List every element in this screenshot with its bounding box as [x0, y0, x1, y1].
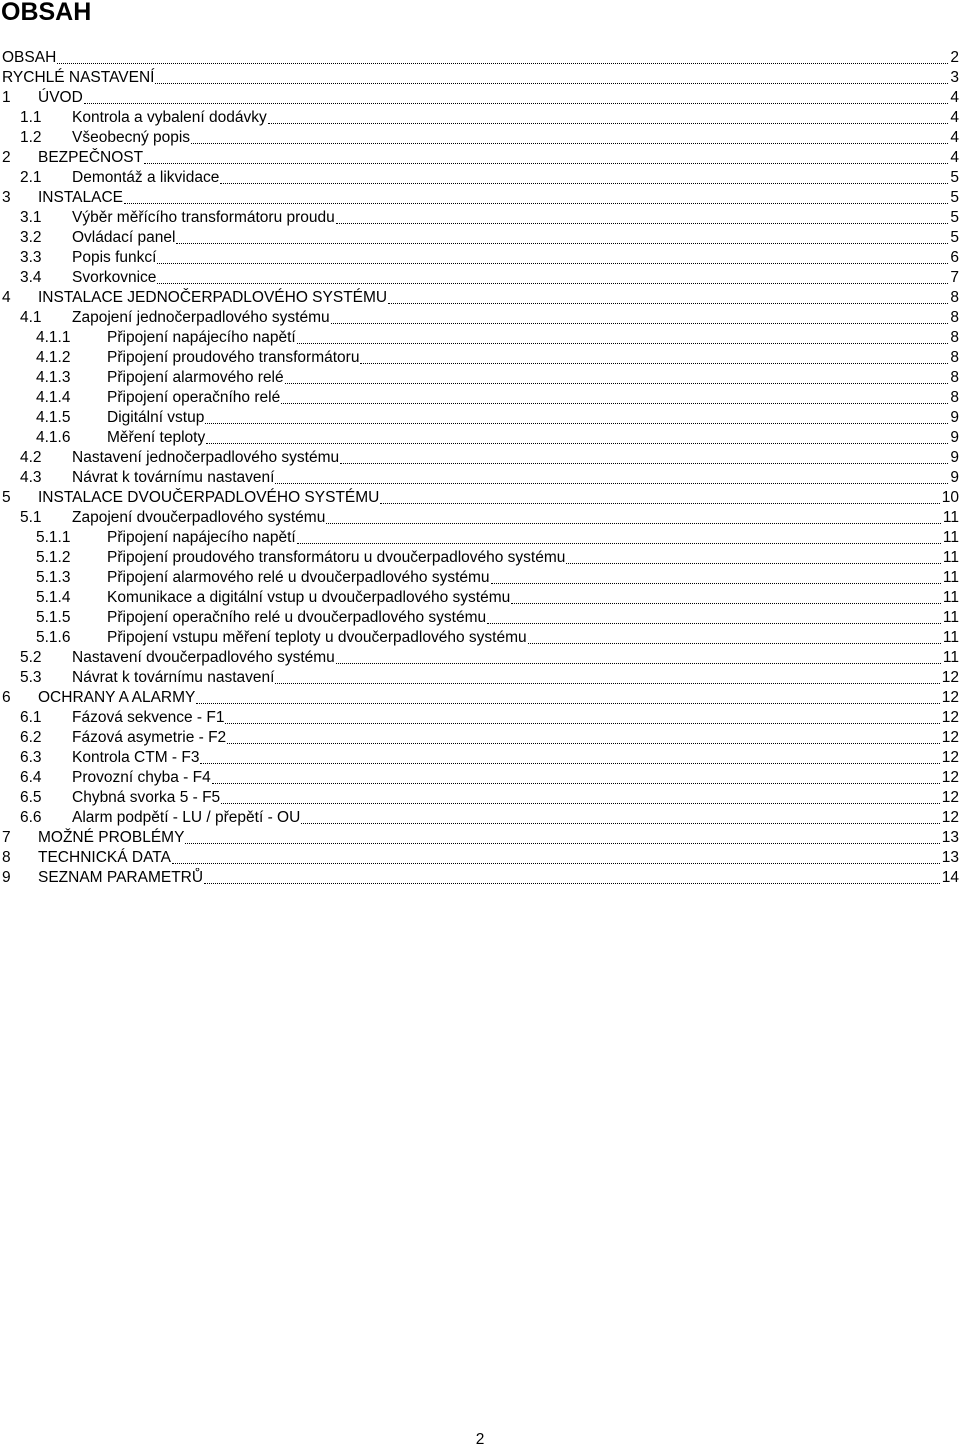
toc-dot-leader	[380, 503, 939, 504]
toc-entry-number: 5.1.5	[36, 609, 71, 626]
toc-entry-title: Všeobecný popis	[72, 129, 191, 146]
toc-entry[interactable]	[2, 668, 959, 688]
toc-entry-page: 12	[941, 769, 959, 786]
toc-entry-title: Komunikace a digitální vstup u dvoučerpadlového systému	[107, 589, 511, 606]
toc-entry-title: Nastavení jednočerpadlového systému	[72, 449, 340, 466]
toc-entry-page: 8	[950, 329, 959, 346]
toc-dot-leader	[566, 563, 941, 564]
toc-entry[interactable]	[2, 628, 959, 648]
toc-dot-leader	[57, 63, 948, 64]
toc-entry-page: 4	[950, 89, 959, 106]
toc-entry[interactable]	[2, 388, 959, 408]
toc-entry-page: 13	[941, 829, 959, 846]
toc-dot-leader	[528, 643, 941, 644]
toc-entry-title: Zapojení jednočerpadlového systému	[72, 309, 330, 326]
toc-entry-title: Měření teploty	[107, 429, 206, 446]
toc-dot-leader	[281, 403, 948, 404]
toc-dot-leader	[491, 583, 941, 584]
page-number: 2	[475, 1431, 485, 1448]
toc-entry-number: 3.1	[20, 209, 42, 226]
toc-entry-page: 14	[941, 869, 959, 886]
toc-dot-leader	[227, 743, 940, 744]
toc-entry[interactable]	[2, 768, 959, 788]
toc-dot-leader	[221, 803, 940, 804]
toc-entry-number: 5.1.1	[36, 529, 71, 546]
toc-entry[interactable]	[2, 288, 959, 308]
toc-entry[interactable]	[2, 748, 959, 768]
toc-entry[interactable]	[2, 328, 959, 348]
toc-entry-page: 11	[942, 509, 959, 526]
toc-entry-title: Připojení operačního relé	[107, 389, 281, 406]
toc-entry[interactable]	[2, 308, 959, 328]
toc-dot-leader	[172, 863, 940, 864]
toc-entry-title: Připojení proudového transformátoru u dvoučerpadlového systému	[107, 549, 566, 566]
toc-entry[interactable]	[2, 488, 959, 508]
toc-dot-leader	[155, 83, 948, 84]
toc-entry-number: 3.4	[20, 269, 42, 286]
toc-entry-page: 5	[950, 229, 959, 246]
toc-entry-title: Výběr měřícího transformátoru proudu	[72, 209, 335, 226]
page-title: OBSAH	[1, 0, 92, 26]
toc-dot-leader	[275, 483, 948, 484]
toc-entry-number: 6	[2, 689, 11, 706]
toc-entry-number: 6.5	[20, 789, 42, 806]
toc-entry-page: 8	[950, 289, 959, 306]
toc-dot-leader	[204, 883, 940, 884]
toc-entry-page: 11	[942, 569, 959, 586]
toc-entry-title: INSTALACE	[38, 189, 123, 206]
toc-dot-leader	[326, 523, 941, 524]
toc-entry-page: 9	[950, 429, 959, 446]
toc-entry[interactable]	[2, 508, 959, 528]
toc-entry[interactable]	[2, 448, 959, 468]
toc-entry-number: 4.3	[20, 469, 42, 486]
toc-entry-title: INSTALACE DVOUČERPADLOVÉHO SYSTÉMU	[38, 489, 380, 506]
toc-entry-title: Digitální vstup	[107, 409, 205, 426]
toc-entry[interactable]	[2, 828, 959, 848]
toc-entry-title: Fázová asymetrie - F2	[72, 729, 227, 746]
toc-entry-title: Provozní chyba - F4	[72, 769, 211, 786]
toc-entry-page: 2	[950, 49, 959, 66]
toc-entry[interactable]	[2, 48, 959, 68]
toc-entry-number: 1	[2, 89, 11, 106]
toc-entry-title: Připojení napájecího napětí	[107, 529, 296, 546]
toc-entry-page: 8	[950, 369, 959, 386]
toc-dot-leader	[331, 323, 949, 324]
toc-entry-number: 4.1.1	[36, 329, 71, 346]
toc-entry-page: 12	[941, 709, 959, 726]
toc-entry-number: 3.2	[20, 229, 42, 246]
toc-entry-title: BEZPEČNOST	[38, 149, 144, 166]
toc-entry[interactable]	[2, 408, 959, 428]
toc-dot-leader	[157, 283, 948, 284]
toc-entry-page: 5	[950, 209, 959, 226]
toc-entry[interactable]	[2, 588, 959, 608]
toc-dot-leader	[297, 343, 949, 344]
toc-entry-page: 12	[941, 749, 959, 766]
toc-entry[interactable]	[2, 248, 959, 268]
toc-entry-number: 2	[2, 149, 11, 166]
toc-entry[interactable]	[2, 608, 959, 628]
toc-entry-title: Připojení alarmového relé u dvoučerpadlového systému	[107, 569, 490, 586]
toc-entry-page: 11	[942, 609, 959, 626]
toc-entry-number: 6.2	[20, 729, 42, 746]
toc-entry-number: 5.1	[20, 509, 42, 526]
toc-dot-leader	[487, 623, 941, 624]
toc-entry[interactable]	[2, 108, 959, 128]
toc-dot-leader	[205, 423, 948, 424]
table-of-contents	[2, 48, 959, 888]
toc-entry-number: 5.1.2	[36, 549, 71, 566]
toc-entry-title: Kontrola a vybalení dodávky	[72, 109, 267, 126]
toc-entry-number: 4.1.2	[36, 349, 71, 366]
toc-entry-page: 8	[950, 349, 959, 366]
toc-entry[interactable]	[2, 688, 959, 708]
toc-entry[interactable]	[2, 268, 959, 288]
toc-entry-page: 4	[950, 129, 959, 146]
toc-entry-page: 12	[941, 809, 959, 826]
toc-dot-leader	[185, 843, 939, 844]
toc-entry[interactable]	[2, 68, 959, 88]
toc-entry-page: 12	[941, 669, 959, 686]
toc-entry-page: 5	[950, 169, 959, 186]
toc-entry-page: 12	[941, 729, 959, 746]
toc-entry-number: 2.1	[20, 169, 42, 186]
toc-entry-number: 4.1.4	[36, 389, 71, 406]
toc-dot-leader	[176, 243, 948, 244]
toc-entry-title: RYCHLÉ NASTAVENÍ	[2, 69, 155, 86]
toc-entry-title: SEZNAM PARAMETRŮ	[38, 869, 204, 886]
toc-entry-page: 12	[941, 689, 959, 706]
toc-entry-number: 3.3	[20, 249, 42, 266]
toc-entry[interactable]	[2, 208, 959, 228]
toc-entry-page: 10	[941, 489, 959, 506]
toc-entry-page: 3	[950, 69, 959, 86]
toc-entry[interactable]	[2, 788, 959, 808]
toc-entry-page: 11	[942, 589, 959, 606]
toc-dot-leader	[388, 303, 948, 304]
toc-entry-page: 9	[950, 469, 959, 486]
toc-entry[interactable]	[2, 188, 959, 208]
toc-entry-number: 6.4	[20, 769, 42, 786]
toc-entry[interactable]	[2, 528, 959, 548]
toc-dot-leader	[191, 143, 948, 144]
toc-entry[interactable]	[2, 348, 959, 368]
toc-entry-title: Připojení alarmového relé	[107, 369, 284, 386]
toc-entry-number: 4	[2, 289, 11, 306]
toc-dot-leader	[340, 463, 948, 464]
toc-entry[interactable]	[2, 148, 959, 168]
toc-entry[interactable]	[2, 868, 959, 888]
toc-dot-leader	[212, 783, 940, 784]
toc-entry-title: Kontrola CTM - F3	[72, 749, 200, 766]
toc-entry[interactable]	[2, 88, 959, 108]
toc-dot-leader	[285, 383, 949, 384]
toc-entry-number: 6.3	[20, 749, 42, 766]
toc-entry-page: 11	[942, 529, 959, 546]
toc-entry[interactable]	[2, 428, 959, 448]
toc-entry-title: Svorkovnice	[72, 269, 157, 286]
toc-entry-title: Návrat k továrnímu nastavení	[72, 669, 275, 686]
toc-dot-leader	[297, 543, 941, 544]
toc-dot-leader	[124, 203, 948, 204]
toc-dot-leader	[206, 443, 948, 444]
toc-dot-leader	[157, 263, 948, 264]
toc-entry-title: Návrat k továrnímu nastavení	[72, 469, 275, 486]
toc-entry[interactable]	[2, 548, 959, 568]
toc-entry-page: 9	[950, 449, 959, 466]
toc-entry[interactable]	[2, 168, 959, 188]
toc-entry-title: Připojení vstupu měření teploty u dvoučerpadlového systému	[107, 629, 527, 646]
toc-entry-number: 5.1.4	[36, 589, 71, 606]
toc-entry-number: 5.1.6	[36, 629, 71, 646]
toc-entry[interactable]	[2, 648, 959, 668]
toc-entry-number: 5	[2, 489, 11, 506]
toc-entry-title: Fázová sekvence - F1	[72, 709, 225, 726]
toc-entry-number: 4.1.6	[36, 429, 71, 446]
toc-entry-page: 8	[950, 309, 959, 326]
toc-dot-leader	[144, 163, 948, 164]
toc-entry-number: 5.1.3	[36, 569, 71, 586]
toc-entry-page: 11	[942, 549, 959, 566]
toc-entry-number: 1.2	[20, 129, 42, 146]
toc-entry-title: Připojení operačního relé u dvoučerpadlového systému	[107, 609, 487, 626]
toc-entry[interactable]	[2, 728, 959, 748]
toc-entry-page: 4	[950, 109, 959, 126]
toc-entry-page: 13	[941, 849, 959, 866]
toc-entry-title: OCHRANY A ALARMY	[38, 689, 196, 706]
toc-dot-leader	[268, 123, 949, 124]
toc-entry-number: 7	[2, 829, 11, 846]
toc-entry-number: 5.3	[20, 669, 42, 686]
toc-entry[interactable]	[2, 228, 959, 248]
toc-entry-title: Chybná svorka 5 - F5	[72, 789, 221, 806]
toc-entry-number: 6.6	[20, 809, 42, 826]
toc-dot-leader	[220, 183, 948, 184]
toc-entry-number: 4.1.5	[36, 409, 71, 426]
toc-entry-number: 5.2	[20, 649, 42, 666]
toc-entry-page: 11	[942, 649, 959, 666]
toc-entry[interactable]	[2, 368, 959, 388]
toc-dot-leader	[196, 703, 939, 704]
toc-entry-number: 6.1	[20, 709, 42, 726]
toc-entry-title: TECHNICKÁ DATA	[38, 849, 171, 866]
toc-entry-number: 4.1	[20, 309, 42, 326]
toc-entry-title: ÚVOD	[38, 89, 83, 106]
toc-entry-title: Alarm podpětí - LU / přepětí - OU	[72, 809, 301, 826]
toc-entry-page: 11	[942, 629, 959, 646]
toc-entry-page: 4	[950, 149, 959, 166]
toc-entry-page: 9	[950, 409, 959, 426]
toc-entry-title: Demontáž a likvidace	[72, 169, 220, 186]
toc-dot-leader	[511, 603, 941, 604]
toc-entry-page: 8	[950, 389, 959, 406]
toc-dot-leader	[336, 223, 949, 224]
toc-entry-title: OBSAH	[2, 49, 57, 66]
toc-entry[interactable]	[2, 468, 959, 488]
toc-entry-page: 7	[950, 269, 959, 286]
toc-entry-page: 5	[950, 189, 959, 206]
toc-entry-title: INSTALACE JEDNOČERPADLOVÉHO SYSTÉMU	[38, 289, 388, 306]
toc-entry-title: MOŽNÉ PROBLÉMY	[38, 829, 185, 846]
toc-dot-leader	[225, 723, 939, 724]
toc-entry-page: 6	[950, 249, 959, 266]
toc-entry-number: 1.1	[20, 109, 42, 126]
toc-entry-number: 3	[2, 189, 11, 206]
toc-entry[interactable]	[2, 128, 959, 148]
toc-entry[interactable]	[2, 808, 959, 828]
toc-entry-number: 4.2	[20, 449, 42, 466]
toc-dot-leader	[275, 683, 939, 684]
toc-entry-title: Popis funkcí	[72, 249, 157, 266]
toc-dot-leader	[84, 103, 949, 104]
toc-entry-title: Nastavení dvoučerpadlového systému	[72, 649, 335, 666]
toc-entry[interactable]	[2, 708, 959, 728]
toc-entry-number: 8	[2, 849, 11, 866]
toc-dot-leader	[360, 363, 948, 364]
toc-entry-number: 9	[2, 869, 11, 886]
toc-entry[interactable]	[2, 848, 959, 868]
toc-entry-title: Ovládací panel	[72, 229, 176, 246]
toc-dot-leader	[336, 663, 941, 664]
toc-entry[interactable]	[2, 568, 959, 588]
toc-entry-title: Připojení napájecího napětí	[107, 329, 296, 346]
toc-dot-leader	[301, 823, 939, 824]
toc-dot-leader	[200, 763, 939, 764]
toc-entry-title: Zapojení dvoučerpadlového systému	[72, 509, 326, 526]
toc-entry-number: 4.1.3	[36, 369, 71, 386]
toc-entry-title: Připojení proudového transformátoru	[107, 349, 360, 366]
toc-entry-page: 12	[941, 789, 959, 806]
